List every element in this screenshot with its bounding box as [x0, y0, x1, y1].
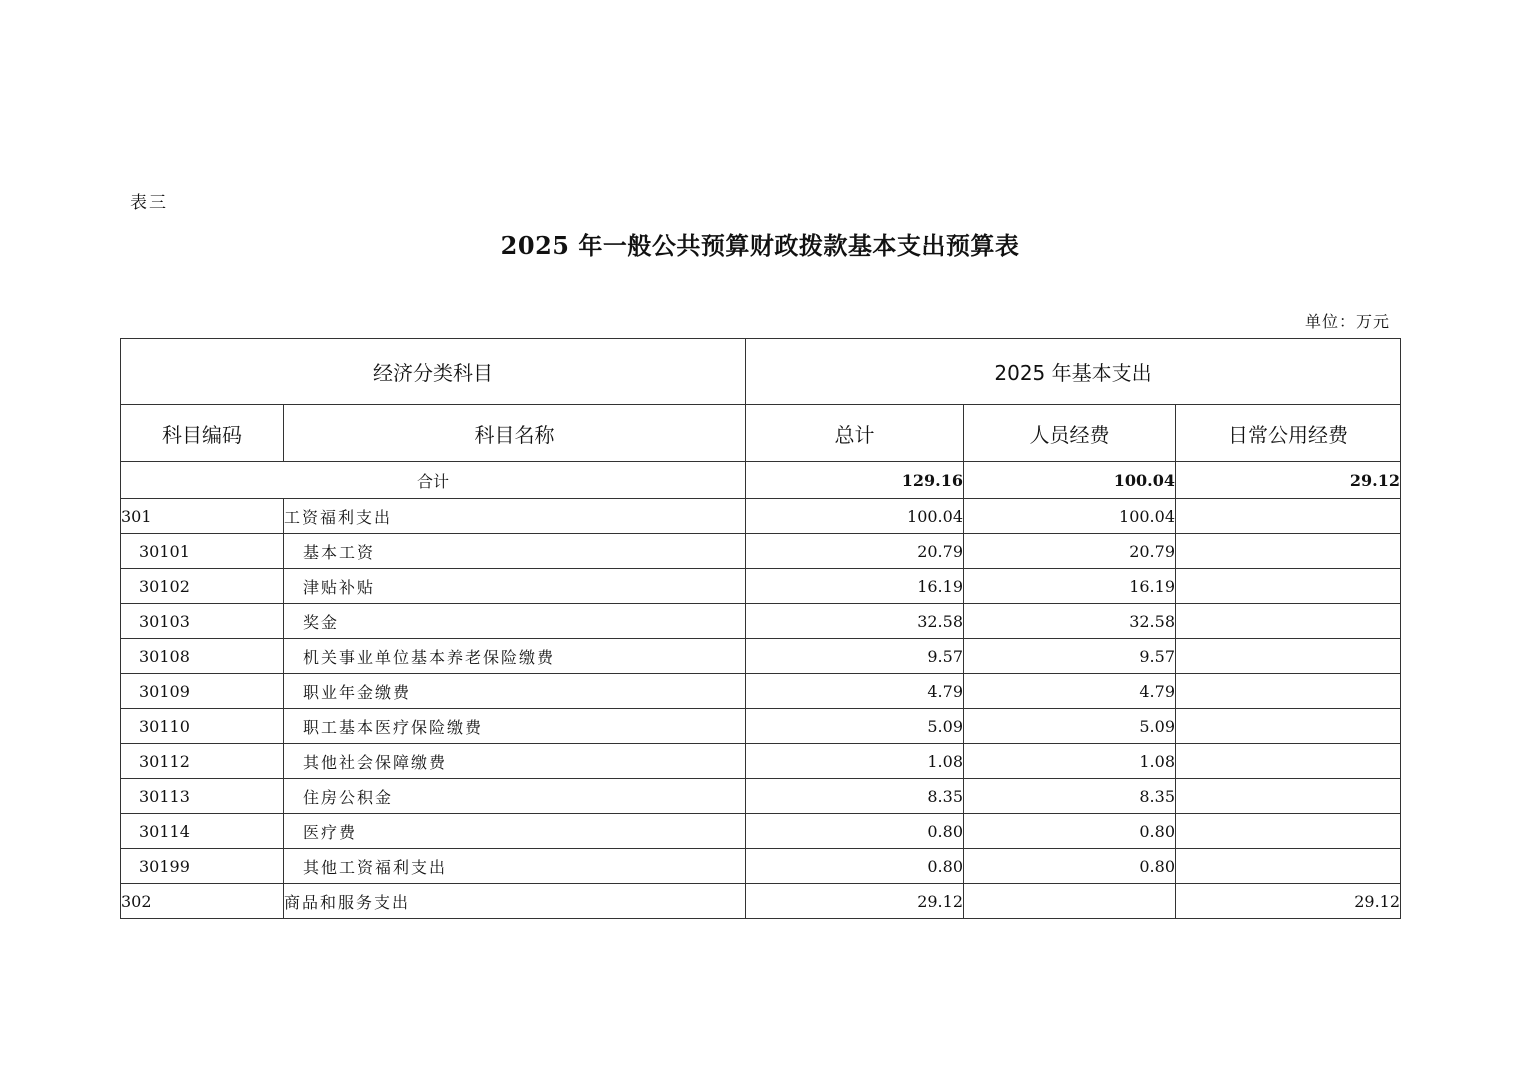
table-row	[121, 709, 1401, 744]
row-total: 4.79	[746, 674, 964, 709]
subject-code: 30112	[121, 744, 284, 779]
unit-label: 单位：万元	[1304, 312, 1390, 331]
row-total: 32.58	[746, 604, 964, 639]
subject-code: 30103	[121, 604, 284, 639]
subject-code: 30102	[121, 569, 284, 604]
table-row	[121, 814, 1401, 849]
table-row	[121, 884, 1401, 919]
row-personnel: 5.09	[964, 709, 1176, 744]
row-total: 0.80	[746, 814, 964, 849]
row-personnel: 16.19	[964, 569, 1176, 604]
table-row	[121, 779, 1401, 814]
total-label: 合计	[121, 462, 746, 499]
table-row	[121, 744, 1401, 779]
header-economic-category: 经济分类科目	[121, 339, 746, 405]
header-basic-expenditure: 2025 年基本支出	[746, 339, 1401, 405]
table-row	[121, 849, 1401, 884]
table-row	[121, 569, 1401, 604]
row-public	[1176, 709, 1401, 744]
row-public	[1176, 849, 1401, 884]
subject-code: 301	[121, 499, 284, 534]
document-title: 2025 年一般公共预算财政拨款基本支出预算表	[500, 231, 1020, 260]
subject-name: 工资福利支出	[284, 499, 746, 534]
subject-code: 30199	[121, 849, 284, 884]
subject-code: 30113	[121, 779, 284, 814]
budget-table	[120, 338, 1401, 919]
row-personnel: 8.35	[964, 779, 1176, 814]
row-total: 1.08	[746, 744, 964, 779]
table-row	[121, 674, 1401, 709]
row-personnel: 20.79	[964, 534, 1176, 569]
subject-name: 职业年金缴费	[284, 674, 746, 709]
row-public	[1176, 639, 1401, 674]
table-row	[121, 534, 1401, 569]
header-personnel-expense: 人员经费	[964, 405, 1176, 462]
subject-name: 其他工资福利支出	[284, 849, 746, 884]
subject-name: 基本工资	[284, 534, 746, 569]
header-column-row	[121, 405, 1401, 462]
header-total: 总计	[746, 405, 964, 462]
subject-code: 30101	[121, 534, 284, 569]
row-personnel: 1.08	[964, 744, 1176, 779]
row-personnel: 0.80	[964, 849, 1176, 884]
subject-name: 津贴补贴	[284, 569, 746, 604]
row-public	[1176, 604, 1401, 639]
subject-name: 其他社会保障缴费	[284, 744, 746, 779]
subject-name: 住房公积金	[284, 779, 746, 814]
subject-name: 机关事业单位基本养老保险缴费	[284, 639, 746, 674]
row-total: 100.04	[746, 499, 964, 534]
row-total: 8.35	[746, 779, 964, 814]
total-personnel: 100.04	[964, 462, 1176, 499]
subject-name: 商品和服务支出	[284, 884, 746, 919]
total-public: 29.12	[1176, 462, 1401, 499]
row-total: 20.79	[746, 534, 964, 569]
row-public	[1176, 569, 1401, 604]
subject-name: 职工基本医疗保险缴费	[284, 709, 746, 744]
row-public	[1176, 814, 1401, 849]
table-label: 表三	[130, 193, 168, 213]
row-personnel: 4.79	[964, 674, 1176, 709]
subject-name: 医疗费	[284, 814, 746, 849]
row-public	[1176, 674, 1401, 709]
header-public-expense: 日常公用经费	[1176, 405, 1401, 462]
row-personnel	[964, 884, 1176, 919]
subject-name: 奖金	[284, 604, 746, 639]
header-subject-name: 科目名称	[284, 405, 746, 462]
row-public: 29.12	[1176, 884, 1401, 919]
row-total: 29.12	[746, 884, 964, 919]
subject-code: 30110	[121, 709, 284, 744]
total-amount: 129.16	[746, 462, 964, 499]
table-row	[121, 604, 1401, 639]
row-personnel: 9.57	[964, 639, 1176, 674]
row-personnel: 32.58	[964, 604, 1176, 639]
total-row	[121, 462, 1401, 499]
header-group-row	[121, 339, 1401, 405]
row-public	[1176, 744, 1401, 779]
row-total: 16.19	[746, 569, 964, 604]
table-row	[121, 499, 1401, 534]
subject-code: 30114	[121, 814, 284, 849]
subject-code: 30108	[121, 639, 284, 674]
header-subject-code: 科目编码	[121, 405, 284, 462]
row-total: 9.57	[746, 639, 964, 674]
row-personnel: 0.80	[964, 814, 1176, 849]
row-public	[1176, 534, 1401, 569]
table-row	[121, 639, 1401, 674]
row-public	[1176, 779, 1401, 814]
row-total: 0.80	[746, 849, 964, 884]
row-public	[1176, 499, 1401, 534]
row-personnel: 100.04	[964, 499, 1176, 534]
subject-code: 30109	[121, 674, 284, 709]
subject-code: 302	[121, 884, 284, 919]
row-total: 5.09	[746, 709, 964, 744]
